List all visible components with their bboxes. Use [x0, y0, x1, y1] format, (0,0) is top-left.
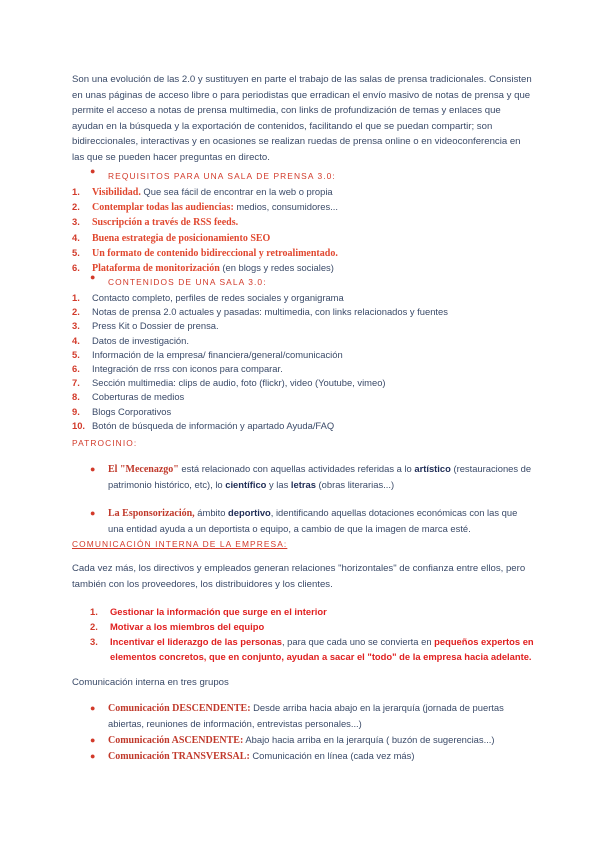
bullet-icon: ●: [90, 464, 96, 474]
bullet-icon: ●: [90, 734, 96, 745]
contenidos-list: [72, 291, 534, 433]
comunicacion-heading: COMUNICACIÓN INTERNA DE LA EMPRESA:: [72, 539, 288, 549]
list-item: 3. Incentivar el liderazgo de las personas, para que cada uno se convierta en pequeños expertos en elementos concretos, que en conjunto, ayudan a sacar el "todo" de la empresa hacia adelante.: [90, 635, 534, 662]
list-item: 3. Suscripción a través de RSS feeds.: [72, 216, 239, 229]
grupos-list: [72, 700, 534, 765]
list-item: 3. Press Kit o Dossier de prensa.: [72, 320, 219, 332]
list-item: 5. Un formato de contenido bidireccional y retroalimentado.: [72, 246, 338, 259]
bullet-icon: ●: [90, 507, 96, 518]
patrocinio-heading: PATROCINIO:: [72, 438, 138, 448]
list-item: 1. Contacto completo, perfiles de redes sociales y organigrama: [72, 292, 344, 303]
list-item: 2. Notas de prensa 2.0 actuales y pasadas: multimedia, con links relacionados y fuentes: [72, 306, 448, 318]
list-item: 2. Contemplar todas las audiencias: medios, consumidores...: [72, 201, 338, 214]
patrocinio-list: [72, 461, 534, 537]
list-item: 2. Motivar a los miembros del equipo: [90, 620, 265, 632]
bullet-icon: ●: [90, 272, 96, 282]
list-item: 5. Información de la empresa/ financiera/general/comunicación: [72, 348, 343, 360]
contenidos-heading-row: [72, 272, 534, 290]
bullet-icon: ●: [90, 166, 96, 176]
list-item: 6. Integración de rrss con iconos para comparar.: [72, 363, 283, 375]
list-item: 6. Plataforma de monitorización (en blogs y redes sociales): [72, 262, 334, 275]
list-item: 1. Gestionar la información que surge en el interior: [90, 606, 327, 618]
requisitos-heading: REQUISITOS PARA UNA SALA DE PRENSA 3.0:: [108, 171, 336, 181]
list-item: 8. Coberturas de medios: [72, 391, 185, 403]
requisitos-section: [72, 166, 534, 276]
list-item: ● Comunicación DESCENDENTE: Desde arriba hacia abajo en la jerarquía (jornada de puertas abiertas, reuniones de información, entrevistas personales...): [90, 701, 504, 730]
list-item: ● Comunicación ASCENDENTE: Abajo hacia arriba en la jerarquía ( buzón de sugerencias...): [72, 732, 534, 748]
bullet-icon: ●: [90, 702, 96, 713]
contenidos-section: [72, 272, 534, 433]
comunicacion-intro: Cada vez más, los directivos y empleados generan relaciones "horizontales" de confianza entre ellos, pero también con los proveedores, los distribuidores y los clientes.: [72, 563, 526, 590]
list-item: ● La Esponsorización, ámbito deportivo, identificando aquellas dotaciones económicas con las que una entidad ayuda a un deportista o equipo, a cambio de que la imagen de marca esté.: [90, 506, 518, 535]
list-item: 1. Visibilidad. Que sea fácil de encontrar en la web o propia: [72, 186, 333, 198]
grupos-label: Comunicación interna en tres grupos: [72, 677, 229, 689]
list-item: ● El "Mecenazgo" está relacionado con aquellas actividades referidas a lo artístico (restauraciones de patrimonio histórico, etc), lo científico y las letras (obras literarias...): [90, 463, 532, 491]
list-item: 7. Sección multimedia: clips de audio, foto (flickr), video (Youtube, vimeo): [72, 377, 386, 389]
list-item: 4. Datos de investigación.: [72, 334, 189, 346]
contenidos-heading: CONTENIDOS DE UNA SALA 3.0:: [108, 277, 267, 287]
comunicacion-section: [72, 538, 534, 765]
patrocinio-section: [72, 437, 534, 537]
intro-paragraph: Son una evolución de las 2.0 y sustituyen en parte el trabajo de las salas de prensa tradicionales. Consisten en unas páginas de acceso libre o para periodistas que erradican el envío masivo de notas de prensa y que permite el acceso a notas de prensa multimedia, con links de profundización de temas y enlaces que ayudan en la búsqueda y la exportación de contenidos, facilitando el que se puedan compartir; son bidireccionales, interactivas y en ocasiones se realizan ruedas de prensa online o en videoconferencia en las que se pueden hacer preguntas en directo.: [72, 74, 532, 163]
list-item: 9. Blogs Corporativos: [72, 405, 172, 417]
requisitos-heading-row: [72, 166, 534, 184]
requisitos-list: [72, 185, 534, 276]
list-item: ● Comunicación TRANSVERSAL: Comunicación en línea (cada vez más): [72, 748, 534, 764]
comunicacion-list: [72, 605, 534, 664]
bullet-icon: ●: [90, 751, 96, 762]
list-item: 4. Buena estrategia de posicionamiento SEO: [72, 231, 271, 244]
list-item: 10. Botón de búsqueda de información y apartado Ayuda/FAQ: [72, 419, 335, 431]
